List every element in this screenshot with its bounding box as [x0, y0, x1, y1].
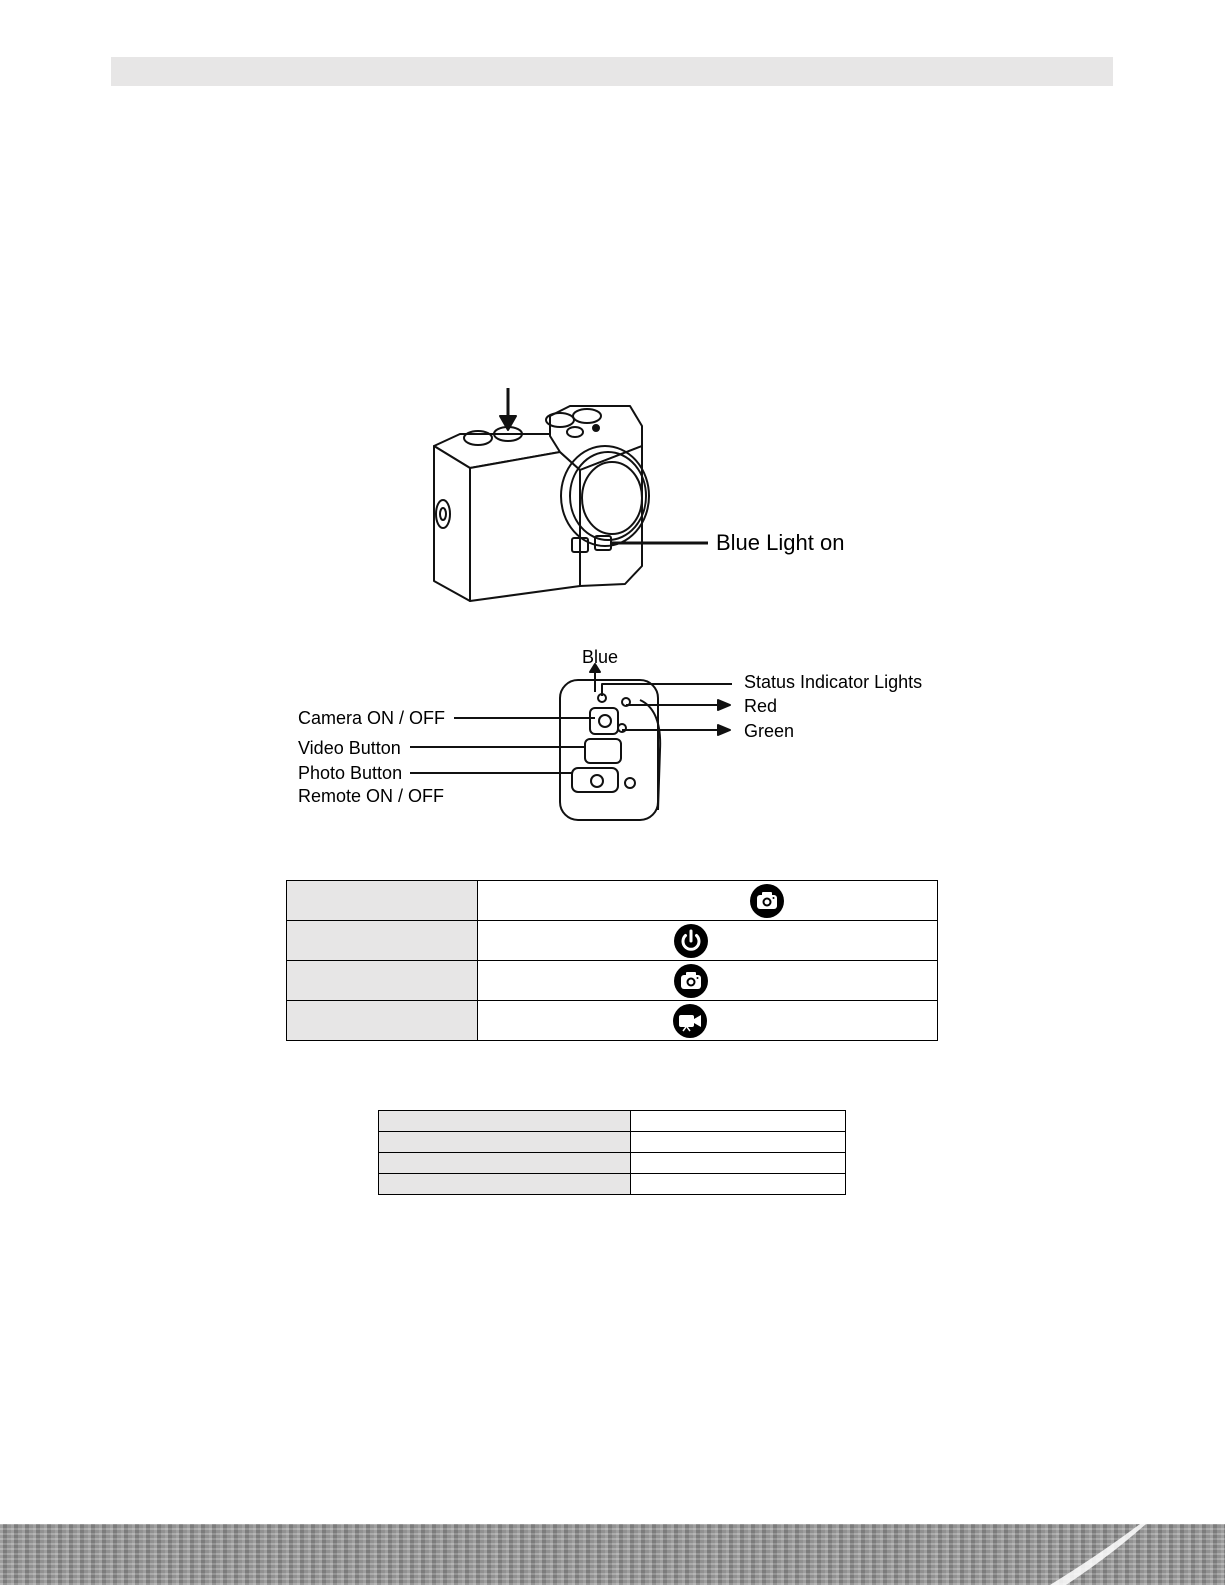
button-icon-table [286, 880, 938, 1041]
remote-figure [290, 640, 940, 830]
camera-icon [750, 884, 784, 918]
table-value-cell [478, 961, 938, 1001]
table-row [379, 1174, 846, 1195]
video-button-label: Video Button [298, 738, 401, 758]
red-label: Red [744, 696, 778, 716]
table-row [379, 1132, 846, 1153]
table-label-cell [287, 961, 478, 1001]
header-band [111, 57, 1113, 86]
table-value-cell [478, 921, 938, 961]
camera-figure [420, 386, 850, 608]
specs-table [378, 1110, 846, 1195]
footer-swoosh [0, 1524, 1225, 1585]
table-row [287, 961, 938, 1001]
status-indicator-lights-label: Status Indicator Lights [744, 672, 923, 692]
camera-illustration [420, 386, 850, 608]
blue-label: Blue [582, 647, 619, 667]
video-camera-icon [673, 1004, 707, 1038]
green-label: Green [744, 721, 795, 741]
camera-on-off-label: Camera ON / OFF [298, 708, 446, 728]
table-row [379, 1153, 846, 1174]
photo-button-label: Photo Button [298, 763, 403, 783]
footer-band [0, 1524, 1225, 1585]
table-value-cell [478, 1001, 938, 1041]
table-label-cell [287, 921, 478, 961]
table-row [287, 1001, 938, 1041]
remote-on-off-label: Remote ON / OFF [298, 786, 445, 806]
table-row [379, 1111, 846, 1132]
table-label-cell [287, 881, 478, 921]
table-value-cell [478, 881, 938, 921]
blue-light-label: Blue Light on [716, 530, 845, 555]
table-label-cell [287, 1001, 478, 1041]
table-row [287, 921, 938, 961]
table-row [287, 881, 938, 921]
camera-icon [674, 964, 708, 998]
power-icon [674, 924, 708, 958]
